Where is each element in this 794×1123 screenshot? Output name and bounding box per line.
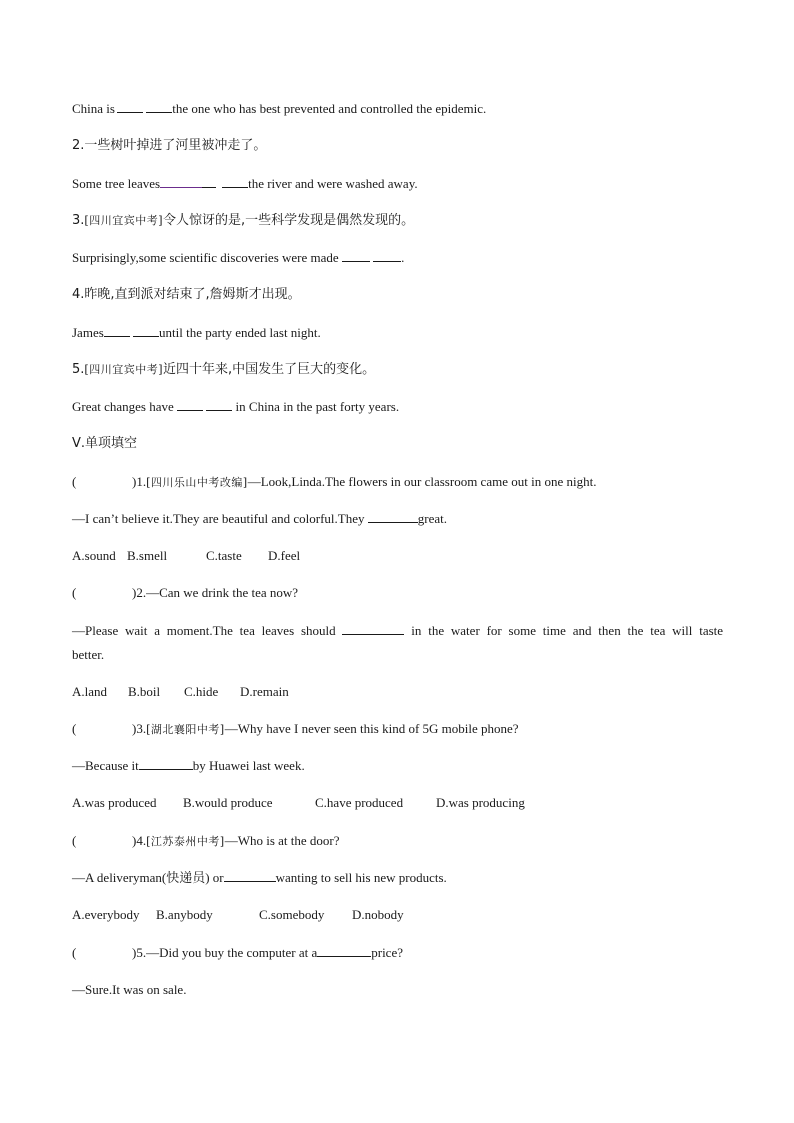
option-a[interactable]: A.everybody <box>72 907 140 922</box>
option-b[interactable]: B.anybody <box>156 907 213 922</box>
option-c[interactable]: C.hide <box>184 684 219 699</box>
source-tag: [湖北襄阳中考] <box>146 723 225 736</box>
answer-blank[interactable] <box>146 101 172 113</box>
question-3-reply: —Because it by Huawei last week. <box>72 758 305 773</box>
option-b[interactable]: B.would produce <box>183 795 273 810</box>
question-2-options <box>72 684 289 700</box>
question-2-reply-cont: better. <box>72 647 105 662</box>
ex4-item3-chinese: 3.[四川宜宾中考]令人惊讶的是,一些科学发现是偶然发现的。 <box>72 213 415 228</box>
ex4-item2-chinese: 2.一些树叶掉进了河里被冲走了。 <box>72 138 267 153</box>
answer-blank[interactable] <box>104 325 130 337</box>
answer-blank[interactable] <box>117 101 143 113</box>
ex4-item2-english: Some tree leaves the river and were washed away. <box>72 176 418 191</box>
answer-blank-tail <box>202 176 216 188</box>
question-4-reply: —A deliveryman(快递员) or wanting to sell his new products. <box>72 870 447 885</box>
ex4-item4-english: James until the party ended last night. <box>72 325 321 340</box>
answer-blank[interactable] <box>139 758 193 770</box>
question-1-options <box>72 548 300 564</box>
answer-bracket[interactable]: ( <box>72 833 77 848</box>
answer-blank[interactable] <box>133 325 159 337</box>
ex4-item4-chinese: 4.昨晚,直到派对结束了,詹姆斯才出现。 <box>72 287 301 302</box>
section-5-heading: Ⅴ.单项填空 <box>72 436 138 451</box>
question-1-reply: —I can’t believe it.They are beautiful and colorful.They great. <box>72 511 447 526</box>
answer-blank[interactable] <box>160 176 202 188</box>
ex4-item1-english: China is the one who has best prevented and controlled the epidemic. <box>72 101 487 116</box>
answer-blank[interactable] <box>224 870 276 882</box>
option-b[interactable]: B.smell <box>127 548 168 563</box>
option-c[interactable]: C.have produced <box>315 795 404 810</box>
question-2-stem: ( )2.—Can we drink the tea now? <box>72 585 299 600</box>
option-d[interactable]: D.feel <box>268 548 301 563</box>
ex4-item5-chinese: 5.[四川宜宾中考]近四十年来,中国发生了巨大的变化。 <box>72 362 376 377</box>
option-c[interactable]: C.taste <box>206 548 242 563</box>
question-1-stem: ( )1.[四川乐山中考改编]—Look,Linda.The flowers in our classroom came out in one night. <box>72 474 597 489</box>
answer-bracket[interactable]: ( <box>72 474 77 489</box>
question-3-options <box>72 795 525 811</box>
answer-blank[interactable] <box>317 945 371 957</box>
option-d[interactable]: D.nobody <box>352 907 404 922</box>
source-tag: [江苏泰州中考] <box>146 835 225 848</box>
answer-blank[interactable] <box>177 399 203 411</box>
option-a[interactable]: A.was produced <box>72 795 157 810</box>
source-tag: [四川宜宾中考] <box>84 363 163 376</box>
ex4-item3-english: Surprisingly,some scientific discoveries were made . <box>72 250 405 265</box>
answer-bracket[interactable]: ( <box>72 945 77 960</box>
question-5-reply: —Sure.It was on sale. <box>72 982 187 997</box>
source-tag: [四川乐山中考改编] <box>146 476 248 489</box>
ex4-item5-english: Great changes have in China in the past forty years. <box>72 399 400 414</box>
question-4-stem: ( )4.[江苏泰州中考]—Who is at the door? <box>72 833 340 848</box>
option-c[interactable]: C.somebody <box>259 907 325 922</box>
question-4-options <box>72 907 404 923</box>
answer-bracket[interactable]: ( <box>72 721 77 736</box>
answer-blank[interactable] <box>342 250 370 262</box>
option-d[interactable]: D.was producing <box>436 795 525 810</box>
answer-bracket[interactable]: ( <box>72 585 77 600</box>
option-a[interactable]: A.land <box>72 684 108 699</box>
option-a[interactable]: A.sound <box>72 548 116 563</box>
question-2-reply: —Please wait a moment.The tea leaves should in the water for some time and then the tea will taste <box>72 623 724 638</box>
source-tag: [四川宜宾中考] <box>84 214 163 227</box>
question-5-stem: ( )5.—Did you buy the computer at a price? <box>72 945 403 960</box>
answer-blank[interactable] <box>206 399 232 411</box>
answer-blank[interactable] <box>368 511 418 523</box>
answer-blank[interactable] <box>342 623 404 635</box>
option-d[interactable]: D.remain <box>240 684 289 699</box>
option-b[interactable]: B.boil <box>128 684 161 699</box>
question-3-stem: ( )3.[湖北襄阳中考]—Why have I never seen this kind of 5G mobile phone? <box>72 721 519 736</box>
answer-blank[interactable] <box>373 250 401 262</box>
answer-blank[interactable] <box>222 176 248 188</box>
